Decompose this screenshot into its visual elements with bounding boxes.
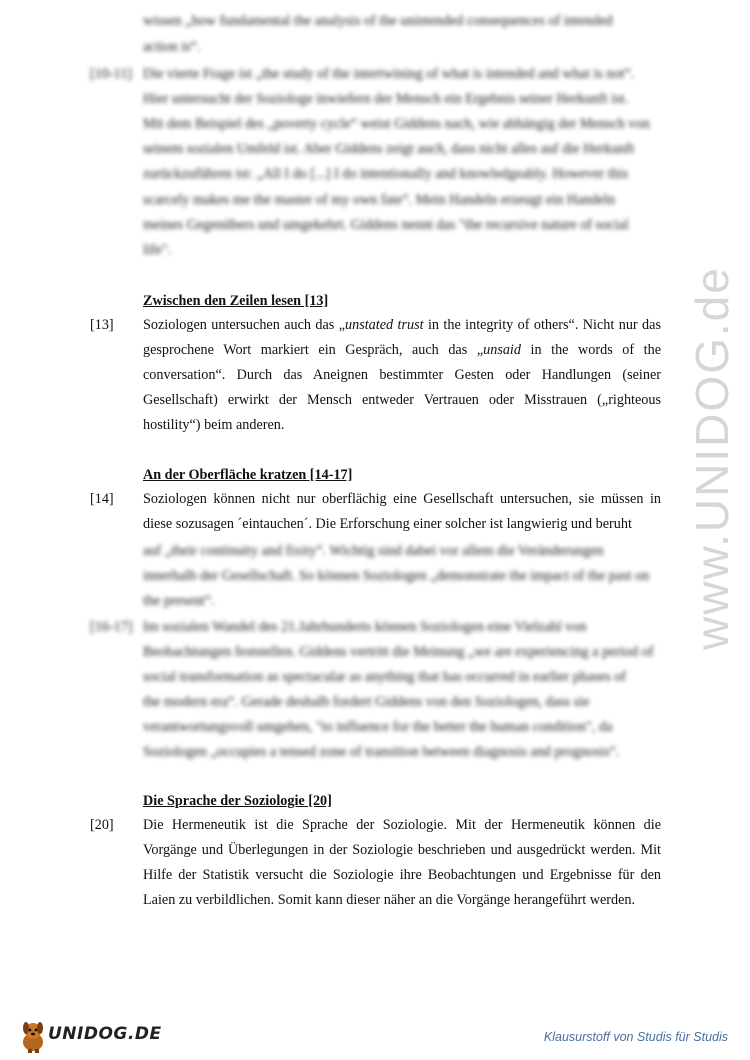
blurred-line: Mit dem Beispiel des „poverty cycle“ weist Giddens nach, wie abhängig der Mensch von xyxy=(143,116,650,132)
blurred-line: Hier untersucht der Soziologe inwiefern der Mensch ein Ergebnis seiner Herkunft ist. xyxy=(143,91,629,107)
blurred-line: verantwortungsvoll umgehen, "to influence for the better the human condition", da xyxy=(143,719,613,735)
blurred-line: innerhalb der Gesellschaft. So können Soziologen „demonstrate the impact of the past on xyxy=(143,568,650,584)
blurred-line: life". xyxy=(143,242,172,258)
italic-phrase: unstated trust xyxy=(345,317,424,333)
blurred-line: auf „their continuity and fixity“. Wichtig sind dabei vor allem die Veränderungen xyxy=(143,543,604,559)
footer-tagline: Klausurstoff von Studis für Studis xyxy=(543,1030,728,1044)
blurred-line: Die vierte Frage ist „the study of the intertwining of what is intended and what is not“. xyxy=(143,66,635,82)
blurred-line: scarcely makes me the master of my own fate“. Mein Handeln erzeugt ein Handeln xyxy=(143,192,615,208)
unidog-logo[interactable] xyxy=(18,1020,162,1054)
dog-icon xyxy=(18,1020,48,1054)
blurred-line: Soziologen „occupies a tensed zone of transition between diagnosis and prognosis“. xyxy=(143,744,620,760)
blurred-ref: [16-17] xyxy=(90,619,133,635)
blurred-line: Im sozialen Wandel des 21.Jahrhunderts können Soziologen eine Vielzahl von xyxy=(143,619,587,635)
text-run: in the integrity of others“. Nicht nur das gesprochene Wort markiert ein Gespräch, auch das „ xyxy=(143,317,661,358)
section-heading: Zwischen den Zeilen lesen [13] xyxy=(143,293,329,309)
blurred-line: meines Gegenübers und umgekehrt. Giddens nennt das "the recursive nature of social xyxy=(143,217,629,233)
paragraph-ref: [14] xyxy=(90,491,114,507)
blurred-line: Beobachtungen feststellen. Giddens vertritt die Meinung „we are experiencing a period of xyxy=(143,644,654,660)
blurred-line: action is“. xyxy=(143,39,201,55)
logo-text: UNIDOG.DE xyxy=(48,1024,162,1044)
paragraph-text: Soziologen können nicht nur oberflächig eine Gesellschaft untersuchen, sie müssen in diese sozusagen ´eintauchen´. Die Erforschung einer solcher ist langwierig und beruht xyxy=(143,491,661,532)
paragraph-ref: [13] xyxy=(90,317,114,333)
paragraph-text: Die Hermeneutik ist die Sprache der Soziologie. Mit der Hermeneutik können die Vorgänge und Überlegungen in der Soziologie beschrieben und ausgedrückt werden. Mit Hilfe der Statistik versucht die Soziologie ihre Beobachtungen und Ergebnisse für den Laien zu verbildlichen. Somit kann dieser näher an die Vorgänge herangeführt werden. xyxy=(143,817,661,908)
blurred-line: zurückzuführen ist: „All I do [...] I do intentionally and knowledgeably. However this xyxy=(143,166,629,182)
watermark-text: www.UNIDOG.de xyxy=(686,266,738,650)
paragraph-text xyxy=(143,313,661,438)
blurred-ref: [10-11] xyxy=(90,66,133,82)
text-run: in the words of the conversation“. Durch das Aneignen bestimmter Gesten oder Handlungen (seiner Gesellschaft) erwirkt der Mensch entweder Vertrauen oder Misstrauen („righteous hostility“) beim anderen. xyxy=(143,342,661,433)
section-heading: An der Oberfläche kratzen [14-17] xyxy=(143,467,353,483)
text-run: Soziologen untersuchen auch das „ xyxy=(143,317,346,333)
blurred-line: seinem sozialen Umfeld ist. Aber Giddens zeigt auch, dass nicht alles auf die Herkunft xyxy=(143,141,635,157)
blurred-line: the modern era“. Gerade deshalb fordert Giddens von den Soziologen, dass sie xyxy=(143,694,590,710)
section-heading: Die Sprache der Soziologie [20] xyxy=(143,793,332,809)
paragraph-ref: [20] xyxy=(90,817,114,833)
blurred-line: wissen „how fundamental the analysis of the unintended consequences of intended xyxy=(143,13,613,29)
blurred-line: social transformation as spectacular as anything that has occurred in earlier phases of xyxy=(143,669,626,685)
blurred-line: the present“. xyxy=(143,593,215,609)
italic-phrase: unsaid xyxy=(483,342,521,358)
